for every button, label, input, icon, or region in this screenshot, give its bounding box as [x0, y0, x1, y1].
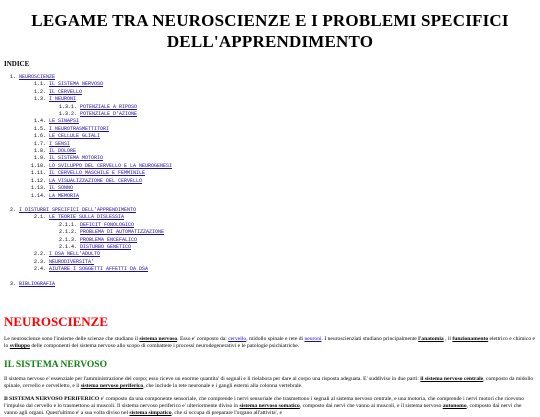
toc-item-dsa: [4, 207, 536, 214]
text: . Esso e' composto da:: [177, 335, 229, 342]
toc-link[interactable]: PROBLEMA DI AUTOMATIZZAZIONE: [80, 229, 165, 236]
toc-link[interactable]: LA VISUALIZZAZIONE DEL CERVELLO: [49, 177, 143, 184]
toc-item: [4, 229, 536, 236]
toc-number: 1.10.: [30, 162, 46, 169]
toc-link[interactable]: POTENZIALE A RIPOSO: [80, 103, 138, 110]
toc-number: 1.7.: [33, 140, 46, 147]
toc-item: [4, 81, 536, 88]
indice-heading: INDICE: [4, 60, 30, 68]
paragraph-neuroscienze: [4, 336, 536, 350]
toc-number: 1.3.2.: [58, 111, 77, 118]
bold-term: sviluppo: [9, 342, 30, 349]
toc-link[interactable]: IL DOLORE: [49, 148, 77, 155]
toc-number: 2.1.4.: [58, 243, 77, 250]
toc-item: [4, 237, 536, 244]
toc-number: 1.12.: [30, 177, 46, 184]
toc-item: [4, 214, 536, 221]
toc-link[interactable]: LA MEMORIA: [49, 192, 80, 199]
toc-item: [4, 89, 536, 96]
toc-number: 2.1.2.: [58, 229, 77, 236]
bold-term: sistema simpatico: [129, 409, 172, 416]
text: , il: [443, 335, 453, 342]
toc-link[interactable]: I NEUROTRASMETTITORI: [49, 125, 110, 132]
toc-link[interactable]: I NEURONI: [49, 96, 77, 103]
toc-number: 1.4.: [33, 118, 46, 125]
toc-link[interactable]: POTENZIALE D'AZIONE: [80, 111, 138, 118]
toc-link-dsa[interactable]: I DISTURBI SPECIFICI DELL'APPRENDIMENTO: [19, 206, 137, 213]
toc-link[interactable]: LE SINAPSI: [49, 118, 80, 125]
text: e' composto da una componente sensoriale, che comprende i nervi sensoriale che trasmettono i segnali al sistema nervoso centrale, e una motoria, che comprende i nervi motori che ricevono l'impulso dal cervello e lo trasmettono ai muscoli. Il sistema nervoso periferico e' ulteriormente diviso in: [4, 395, 525, 409]
table-of-contents: [4, 74, 536, 288]
toc-number: 2.4.: [33, 266, 46, 273]
toc-item: [4, 259, 536, 266]
toc-link[interactable]: LE TEORIE SULLA DISLESSIA: [49, 214, 125, 221]
toc-spacer: [4, 274, 536, 281]
toc-number: 1.9.: [33, 155, 46, 162]
bold-term: l'anatomia: [418, 335, 444, 342]
text: , midollo spinale e rete di: [246, 335, 305, 342]
toc-item: [4, 266, 536, 273]
text: Le neuroscienze sono l'insieme delle scienze che studiano il: [4, 335, 140, 342]
toc-link[interactable]: IL SISTEMA NERVOSO: [49, 81, 104, 88]
toc-number: 1.5.: [33, 125, 46, 132]
toc-number: 1.2.: [33, 88, 46, 95]
toc-number: 2.2.: [33, 251, 46, 258]
section-heading-sistema-nervoso: IL SISTEMA NERVOSO: [4, 359, 107, 370]
toc-number: 1.14.: [30, 192, 46, 199]
toc-number: 3.: [9, 280, 16, 287]
text: delle componenti del sistema nervoso allo scopo di combattere i processi neurodegenerativi e le patologie psichiatriche.: [29, 342, 300, 349]
toc-item: [4, 185, 536, 192]
toc-number: 2.1.3.: [58, 236, 77, 243]
toc-item: [4, 178, 536, 185]
text: , che si occupa di preparare l'organo all'attivita', e: [171, 409, 282, 416]
text: , composto dai nervi che vanno agli organi. Quest'ultimo e' a sua volta diviso nel: [4, 402, 522, 416]
section-heading-neuroscienze: NEUROSCIENZE: [4, 313, 109, 329]
toc-link[interactable]: IL CERVELLO MASCHILE E FEMMINILE: [49, 170, 146, 177]
toc-link[interactable]: DISTURBO GENETICO: [80, 243, 132, 250]
toc-item: [4, 193, 536, 200]
toc-link[interactable]: I SENSI: [49, 140, 71, 147]
toc-number: 1.6.: [33, 133, 46, 140]
text: , composto da midollo spinale, cervello e cervelletto, e il: [4, 375, 534, 389]
toc-spacer: [4, 200, 536, 207]
toc-number: 2.: [9, 206, 16, 213]
toc-number: 2.1.: [33, 214, 46, 221]
bold-term: sistema nervoso: [139, 335, 178, 342]
text: . I neuroscienziati studiano principalmente: [321, 335, 419, 342]
toc-item: [4, 244, 536, 251]
toc-item: [4, 148, 536, 155]
text: , composto dai nervi che vanno ai muscoli, e il sistema nervoso: [299, 402, 443, 409]
toc-link[interactable]: NEURODIVERSITA': [49, 258, 95, 265]
toc-number: 1.1.: [33, 81, 46, 88]
bold-term: il sistema nervoso centrale: [420, 375, 484, 382]
toc-item: [4, 96, 536, 103]
toc-link[interactable]: I DSA NELL'ADULTO: [49, 251, 101, 258]
toc-link[interactable]: PROBLEMA ENCEFALICO: [80, 236, 138, 243]
bold-term: funzionamento: [452, 335, 489, 342]
link-cervello[interactable]: cervello: [228, 335, 247, 342]
bold-term: sistema nervoso somatico: [239, 402, 300, 409]
toc-number: 2.3.: [33, 258, 46, 265]
toc-number: 1.: [9, 74, 16, 80]
page-title-line1: LEGAME TRA NEUROSCIENZE E I PROBLEMI SPECIFICI: [31, 11, 509, 30]
toc-link[interactable]: LO SVILUPPO DEL CERVELLO E LA NEUROGENESI: [49, 162, 173, 169]
toc-item: [4, 222, 536, 229]
toc-item: [4, 155, 536, 162]
toc-number: 2.1.1.: [58, 221, 77, 228]
toc-item: [4, 141, 536, 148]
toc-item: [4, 251, 536, 258]
toc-item: [4, 133, 536, 140]
toc-link[interactable]: IL CERVELLO: [49, 88, 83, 95]
page-title: [4, 10, 536, 52]
toc-link[interactable]: LE CELLULE GLIALI: [49, 133, 101, 140]
bold-term: Il SISTEMA NERVOSO PERIFERICO: [4, 395, 100, 402]
toc-item: [4, 118, 536, 125]
text: , che include la rete neuronale e i gangli esterni alla colonna vertebrale.: [143, 382, 303, 389]
toc-link[interactable]: AIUTARE I SOGGETTI AFFETTI DA DSA: [49, 266, 149, 273]
toc-link[interactable]: IL SONNO: [49, 185, 74, 192]
text: elettrico e chimico e lo: [4, 335, 536, 349]
toc-item: [4, 163, 536, 170]
toc-number: 1.11.: [30, 170, 46, 177]
text: Il sistema nervoso e' essenziale per l'amministrazione del corpo; esso riceve un enorme quantita' di segnali e li rielabora per dare al corpo una risposta adeguata. E' suddiviso in due parti:: [4, 375, 421, 382]
paragraph-sistema-nervoso-2: [4, 396, 536, 417]
toc-link-bibliografia[interactable]: BIBLIOGRAFIA: [19, 280, 56, 287]
toc-link[interactable]: IL SISTEMA MOTORIO: [49, 155, 104, 162]
toc-item-neuroscienze: [4, 74, 536, 81]
toc-number: 1.8.: [33, 148, 46, 155]
link-neuroni[interactable]: neuroni: [304, 335, 322, 342]
toc-item: [4, 126, 536, 133]
toc-link-neuroscienze[interactable]: NEUROSCIENZE: [19, 74, 56, 80]
toc-number: 1.3.: [33, 96, 46, 103]
bold-term: autonomo: [442, 402, 467, 409]
toc-item: [4, 111, 536, 118]
paragraph-sistema-nervoso-1: [4, 376, 536, 390]
toc-item: [4, 170, 536, 177]
toc-number: 1.3.1.: [58, 103, 77, 110]
page-title-line2: DELL'APPRENDIMENTO: [166, 32, 374, 51]
bold-term: sistema nervoso periferico: [80, 382, 144, 389]
toc-link[interactable]: DEFICIT FONOLOGICO: [80, 221, 135, 228]
toc-item-bibliografia: [4, 281, 536, 288]
toc-number: 1.13.: [30, 185, 46, 192]
toc-item: [4, 104, 536, 111]
